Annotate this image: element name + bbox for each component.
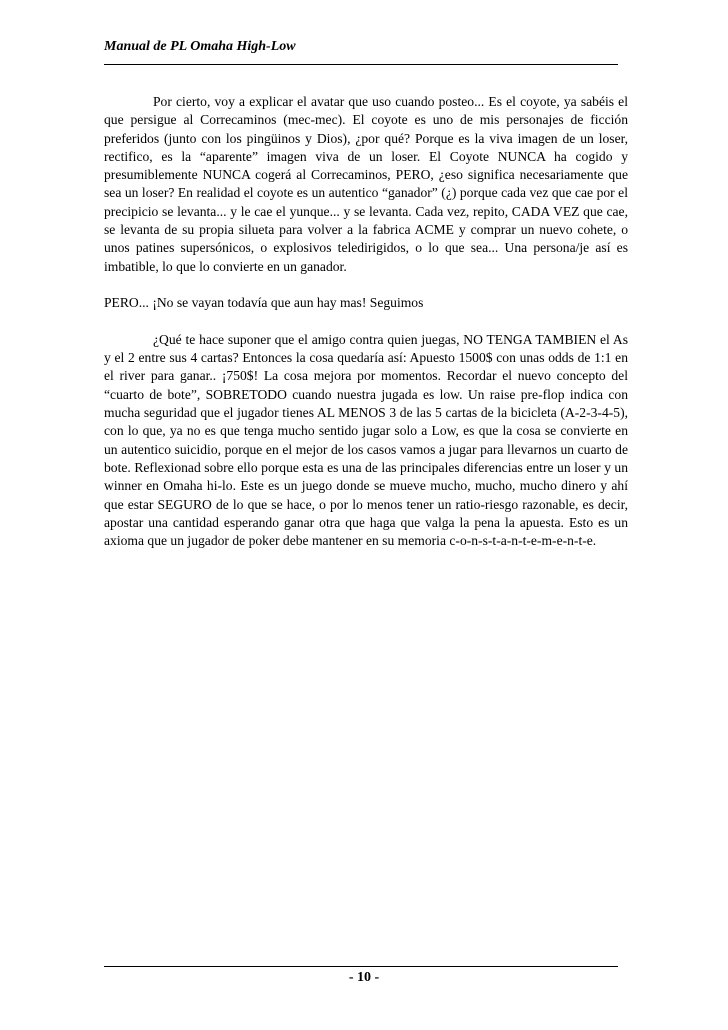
paragraph-transition: PERO... ¡No se vayan todavía que aun hay mas! Seguimos <box>104 295 424 311</box>
header-divider <box>104 64 618 65</box>
body-text <box>104 93 628 550</box>
paragraph-coyote: Por cierto, voy a explicar el avatar que uso cuando posteo... Es el coyote, ya sabéis el que persigue al Correcaminos (mec-mec). El coyote es uno de mis personajes de ficción preferidos (junto con los pingüinos y Dios), ¿por qué? Porque es la viva imagen de un loser, rectifico, es la “aparente” imagen viva de un loser. El Coyote NUNCA ha cogido y presumiblemente NUNCA cogerá al Correcaminos, PERO, ¿eso significa necesariamente que sea un loser? En realidad el coyote es un autentico “ganador” (¿) porque cada vez que cae por el precipicio se levanta... y le cae el yunque... y se levanta. Cada vez, repito, CADA VEZ que cae, se levanta de su propia silueta para volver a la fabrica ACME y comprar un nuevo cohete, o unos patines supersónicos, o explosivos teledirigidos, o lo que sea... Una persona/je así es imbatible, lo que lo convierte en un ganador. <box>104 94 628 274</box>
running-header-title: Manual de PL Omaha High-Low <box>104 39 296 54</box>
paragraph-quarter-pot: ¿Qué te hace suponer que el amigo contra quien juegas, NO TENGA TAMBIEN el As y el 2 entre sus 4 cartas? Entonces la cosa quedaría así: Apuesto 1500$ con unas odds de 1:1 en el river para ganar.. ¡750$! La cosa mejora por momentos. Recordar el nuevo concepto del “cuarto de bote”, SOBRETODO cuando nuestra jugada es low. Un raise pre-flop indica con mucha seguridad que el jugador tienes AL MENOS 3 de las 5 cartas de la bicicleta (A-2-3-4-5), con lo que, ya no es que tenga mucho sentido jugar solo a Low, es que la cosa se convierte en un autentico suicidio, porque en el mejor de los casos vamos a jugar para llevarnos un cuarto de bote. Reflexionad sobre ello porque esta es una de las principales diferencias entre un loser y un winner en Omaha hi-lo. Este es un juego donde se mueve mucho, mucho, mucho dinero y ahí que estar SEGURO de lo que se hace, o por lo menos tener un ratio-riesgo razonable, es decir, apostar una cantidad esperando ganar otra que haga que valga la pena la apuesta. Esto es un axioma que un jugador de poker debe mantener en su memoria c-o-n-s-t-a-n-t-e-m-e-n-t-e. <box>104 331 628 549</box>
page-number: - 10 - <box>348 970 380 985</box>
footer-divider <box>104 966 618 967</box>
